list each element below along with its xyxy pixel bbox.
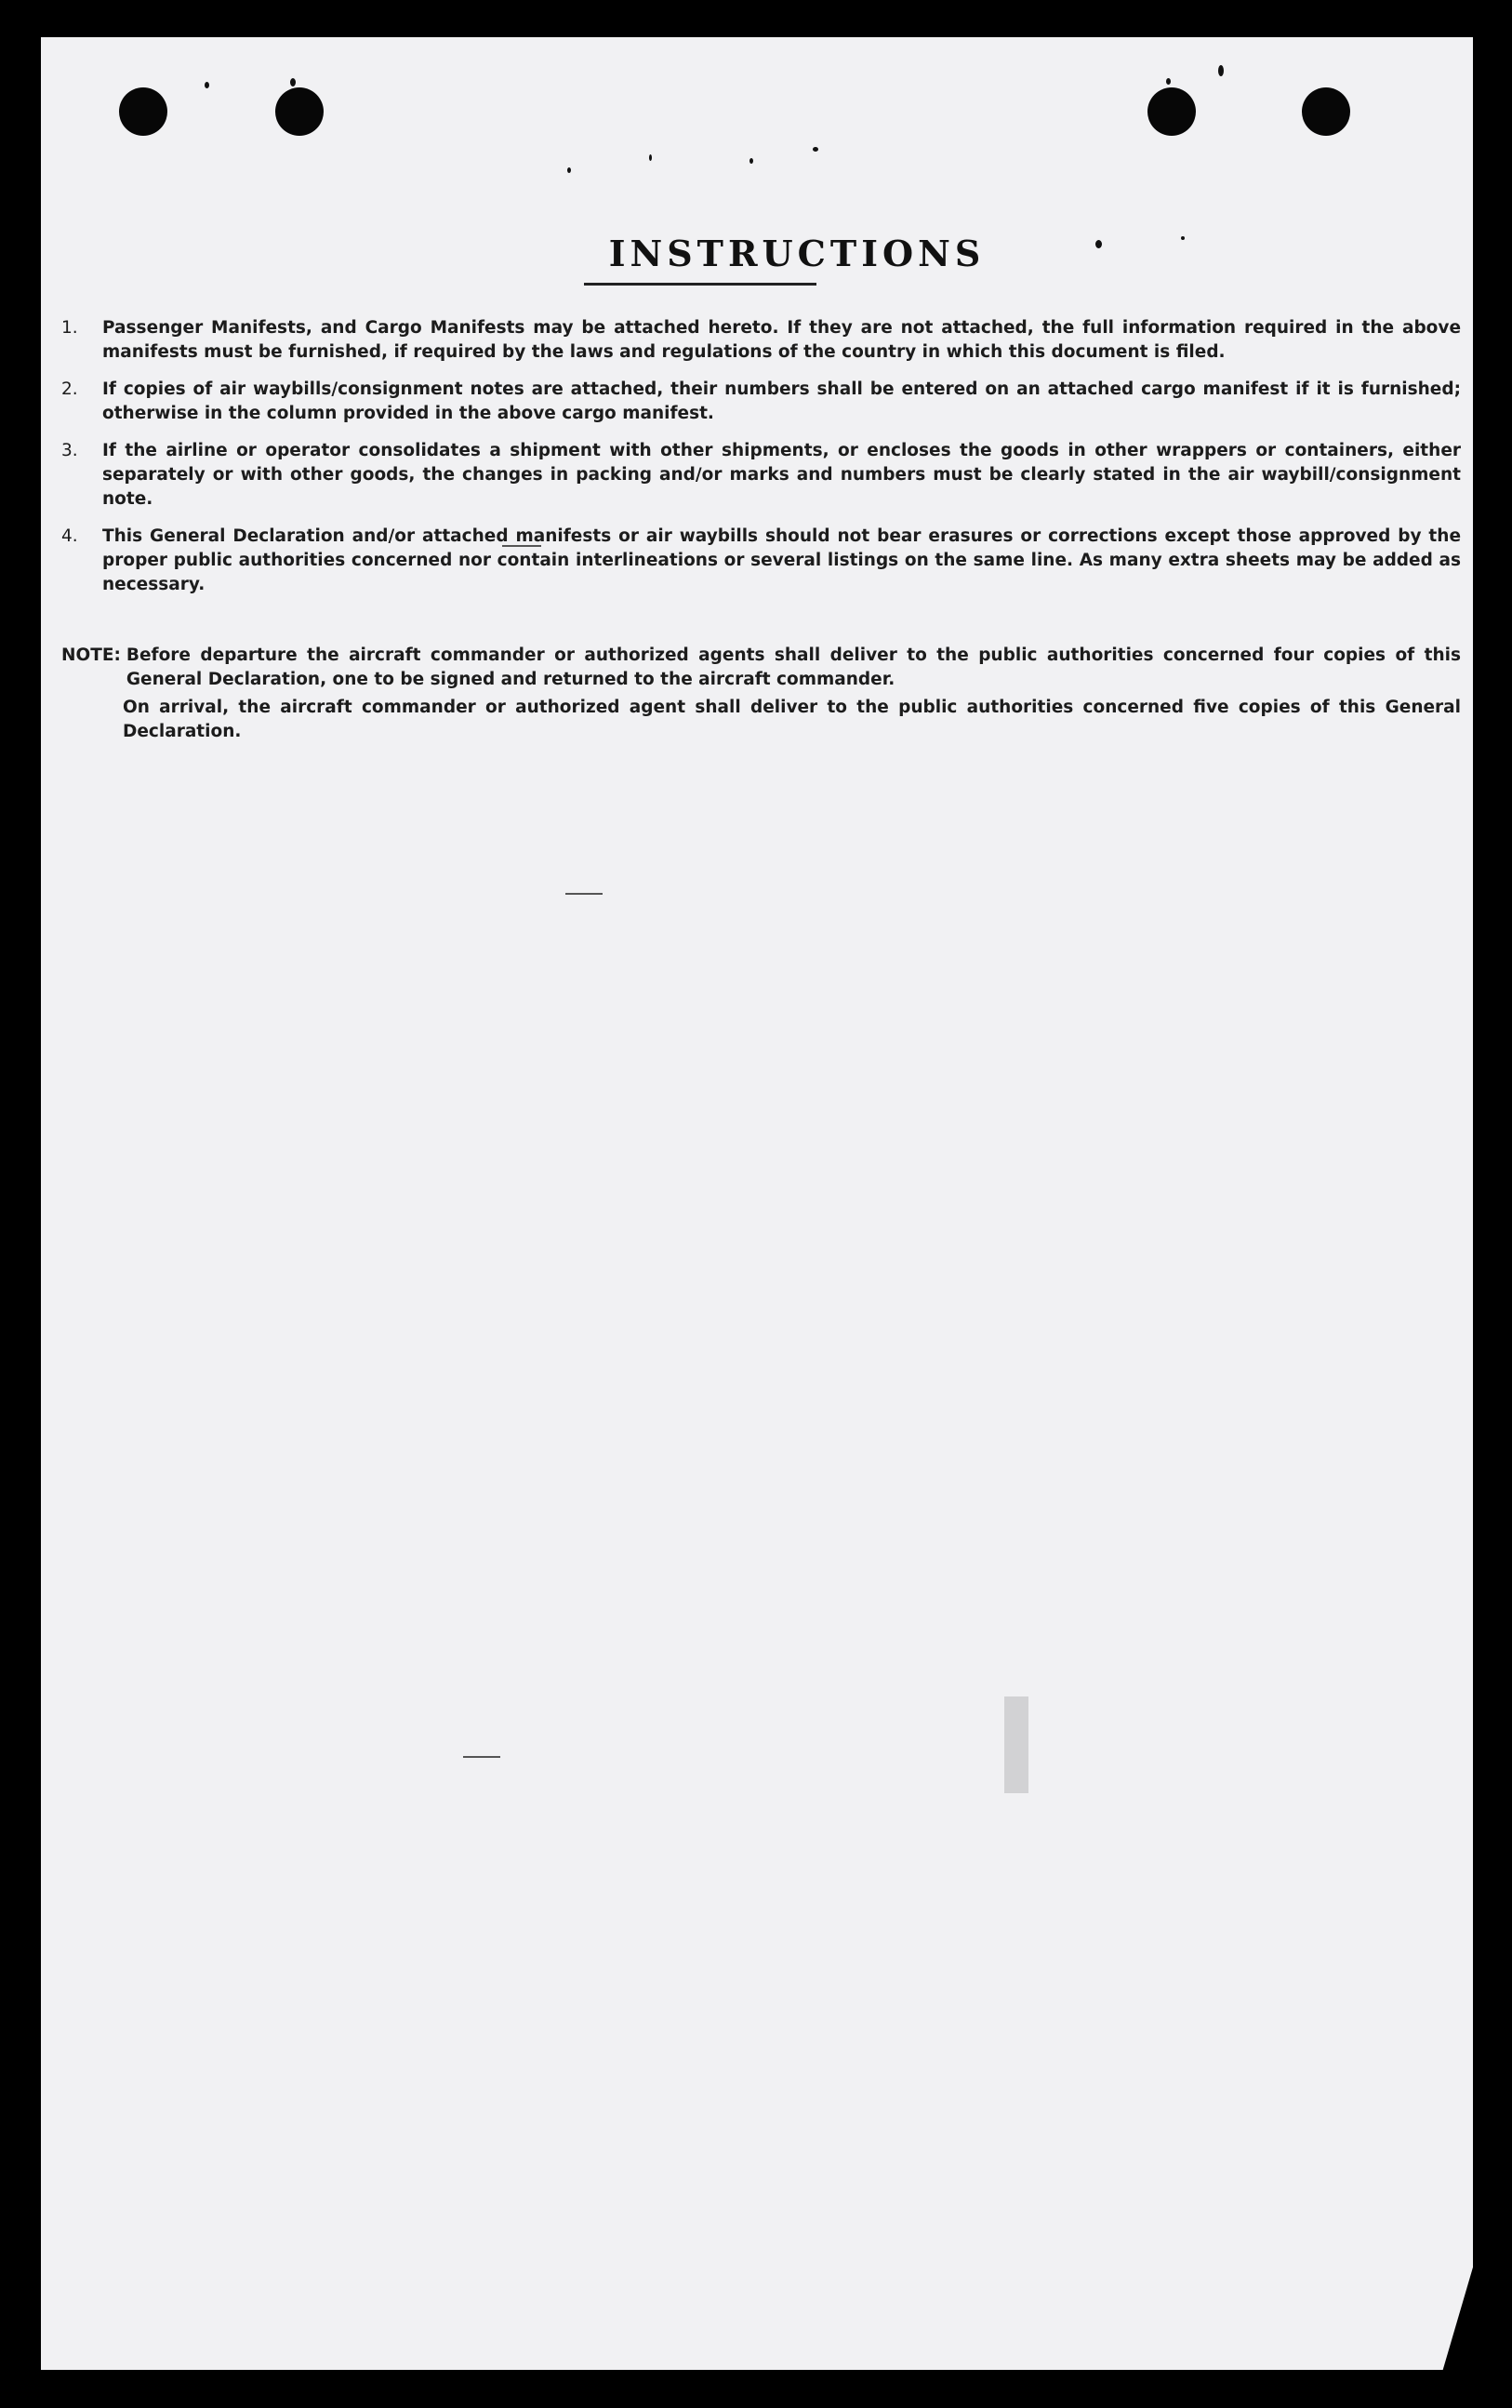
speck	[813, 147, 818, 152]
item-text: If the airline or operator consolidates a shipment with other shipments, or encloses the goods in other wrappers or containers, either separately or with other goods, the changes in packing and/or marks and numbers must be clearly stated in the air waybill/consignment note.	[102, 441, 1461, 509]
punch-hole-right-2	[1302, 87, 1350, 136]
page-title: INSTRUCTIONS	[608, 233, 986, 274]
speck	[649, 154, 652, 161]
note-label: NOTE:	[61, 645, 121, 665]
speck	[1166, 78, 1171, 85]
instruction-item	[61, 378, 1461, 426]
punch-hole-right-1	[1147, 87, 1196, 136]
item-text: If copies of air waybills/consignment notes are attached, their numbers shall be entered on an attached cargo manifest if it is furnished; otherwise in the column provided in the above cargo manifest.	[102, 379, 1461, 423]
item-number: 3.	[61, 441, 78, 460]
title-underline	[584, 283, 816, 286]
item-number: 2.	[61, 379, 78, 399]
stray-mark	[463, 1756, 500, 1758]
punch-hole-left-1	[119, 87, 167, 136]
item-number: 1.	[61, 318, 78, 338]
note-section	[61, 644, 1461, 744]
item-text: Passenger Manifests, and Cargo Manifests may be attached hereto. If they are not attached, the full information required in the above manifests must be furnished, if required by the laws and regulations of the country in which this document is filed.	[102, 318, 1461, 362]
note-departure	[61, 644, 1461, 692]
item-number: 4.	[61, 526, 78, 546]
instructions-list	[61, 316, 1461, 610]
speck	[749, 158, 753, 164]
note-departure-text: Before departure the aircraft commander or authorized agents shall deliver to the public authorities concerned four copies of this General Declaration, one to be signed and returned to the aircraft commander.	[126, 645, 1461, 689]
instruction-item	[61, 316, 1461, 365]
speck	[567, 167, 571, 173]
punch-hole-left-2	[275, 87, 324, 136]
item-text: This General Declaration and/or attached manifests or air waybills should not bear erasures or corrections except those approved by the proper public authorities concerned nor contain interlineations or several listings on the same line. As many extra sheets may be added as necessary.	[102, 526, 1461, 594]
stray-mark	[565, 893, 603, 895]
speck	[205, 82, 209, 88]
note-arrival-text: On arrival, the aircraft commander or authorized agent shall deliver to the public authorities concerned five copies of this General Declaration.	[123, 698, 1461, 741]
smudge	[1004, 1696, 1028, 1793]
speck	[1218, 65, 1224, 76]
instruction-item	[61, 525, 1461, 597]
instruction-item	[61, 439, 1461, 512]
speck	[290, 78, 296, 86]
